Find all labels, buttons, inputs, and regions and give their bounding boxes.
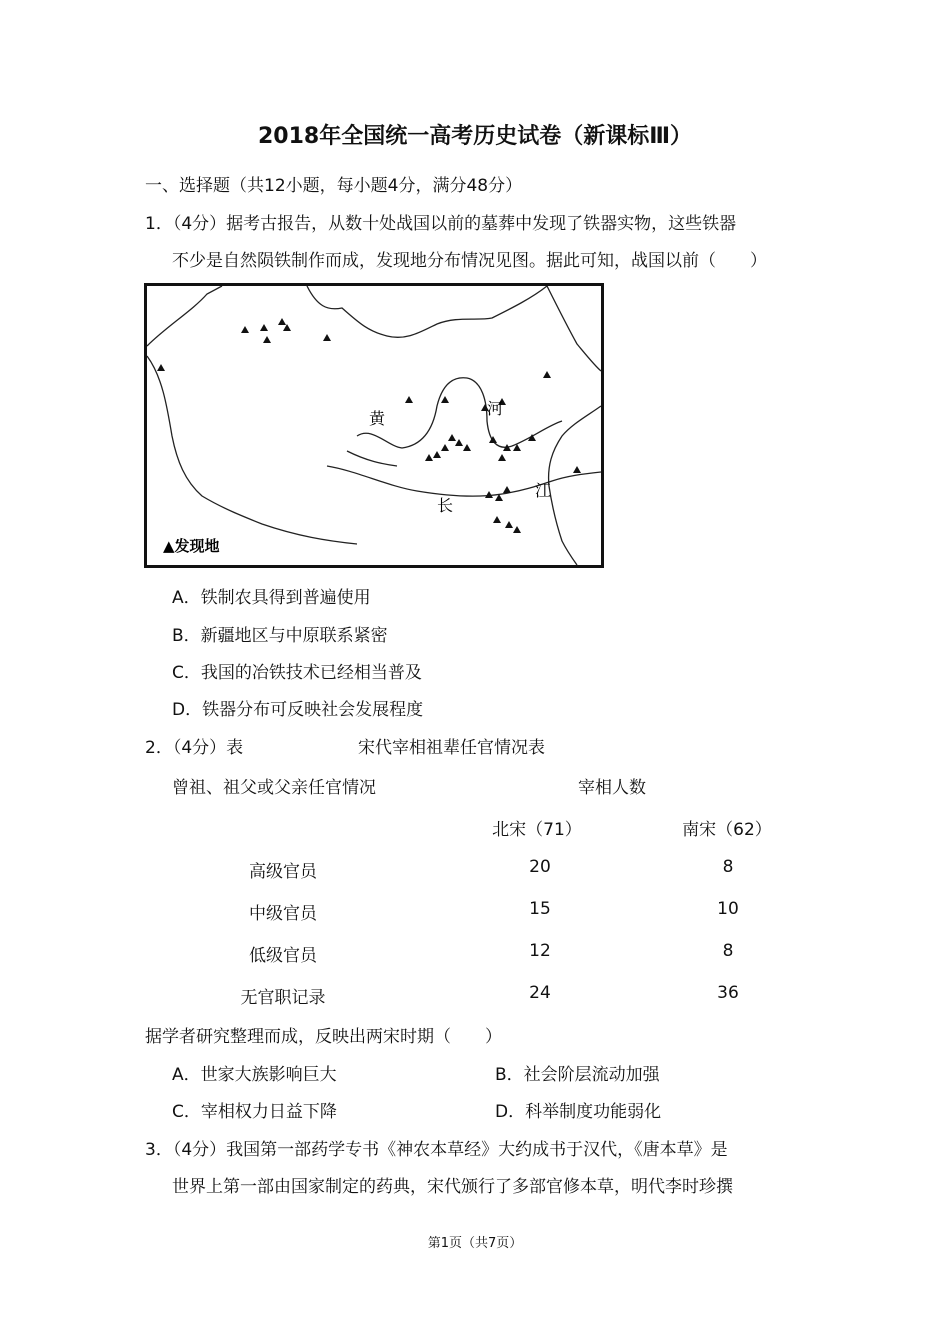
q2-row-north: 12 <box>529 941 551 961</box>
yangtze-river <box>327 466 601 496</box>
label-he: 河 <box>487 399 504 418</box>
q2-option-c[interactable]: C．宰相权力日益下降 <box>172 1102 337 1122</box>
q2-row-south: 36 <box>717 983 739 1003</box>
map-legend: ▲发现地 <box>163 537 220 555</box>
q2-source: 据学者研究整理而成，反映出两宋时期（ ） <box>145 1027 502 1047</box>
border-line-north <box>147 286 547 346</box>
q1-option-d[interactable]: D．铁器分布可反映社会发展程度 <box>172 700 424 720</box>
q2-row-label: 高级官员 <box>249 862 317 882</box>
tributary <box>347 451 397 466</box>
coastline <box>549 406 601 565</box>
page-title: 2018年全国统一高考历史试卷（新课标Ⅲ） <box>257 124 693 149</box>
border-line-northeast <box>547 286 601 371</box>
q1-stem-line2: 不少是自然陨铁制作而成，发现地分布情况见图。据此可知，战国以前（ ） <box>172 251 767 271</box>
label-jiang: 江 <box>535 481 552 500</box>
q2-header-right: 宰相人数 <box>578 778 646 798</box>
label-huang: 黄 <box>369 409 386 428</box>
page-footer: 第1页（共7页） <box>427 1236 523 1251</box>
q2-lead: 2．（4分）表 <box>145 738 244 758</box>
q2-option-a[interactable]: A．世家大族影响巨大 <box>172 1065 337 1085</box>
q2-row-label: 低级官员 <box>249 946 317 966</box>
q1-option-c[interactable]: C．我国的冶铁技术已经相当普及 <box>172 663 422 683</box>
q3-stem-line2: 世界上第一部由国家制定的药典，宋代颁行了多部官修本草，明代李时珍撰 <box>172 1177 733 1197</box>
q2-header-left: 曾祖、祖父或父亲任官情况 <box>172 778 376 798</box>
q2-row-north: 24 <box>529 983 551 1003</box>
q2-sub-south: 南宋（62） <box>682 820 772 840</box>
q2-row-south: 8 <box>722 941 734 961</box>
q2-option-d[interactable]: D．科举制度功能弱化 <box>495 1102 662 1122</box>
q2-row-north: 20 <box>529 857 551 877</box>
label-chang: 长 <box>437 496 454 515</box>
q2-row-south: 10 <box>717 899 739 919</box>
q2-option-b[interactable]: B．社会阶层流动加强 <box>495 1065 660 1085</box>
border-line-west <box>147 356 357 544</box>
map-drawing <box>147 286 601 565</box>
section-heading: 一、选择题（共12小题，每小题4分，满分48分） <box>145 176 523 196</box>
q3-stem-line1: 3．（4分）我国第一部药学专书《神农本草经》大约成书于汉代，《唐本草》是 <box>145 1140 728 1160</box>
q1-stem-line1: 1．（4分）据考古报告，从数十处战国以前的墓葬中发现了铁器实物，这些铁器 <box>145 214 737 234</box>
q2-row-north: 15 <box>529 899 551 919</box>
q2-row-south: 8 <box>722 857 734 877</box>
q2-row-label: 中级官员 <box>249 904 317 924</box>
q2-row-label: 无官职记录 <box>240 988 326 1008</box>
q2-table-title: 宋代宰相祖辈任官情况表 <box>358 738 545 758</box>
q1-option-b[interactable]: B．新疆地区与中原联系紧密 <box>172 626 388 646</box>
iron-find-map <box>144 283 604 568</box>
q1-option-a[interactable]: A．铁制农具得到普遍使用 <box>172 588 371 608</box>
q2-sub-north: 北宋（71） <box>492 820 582 840</box>
